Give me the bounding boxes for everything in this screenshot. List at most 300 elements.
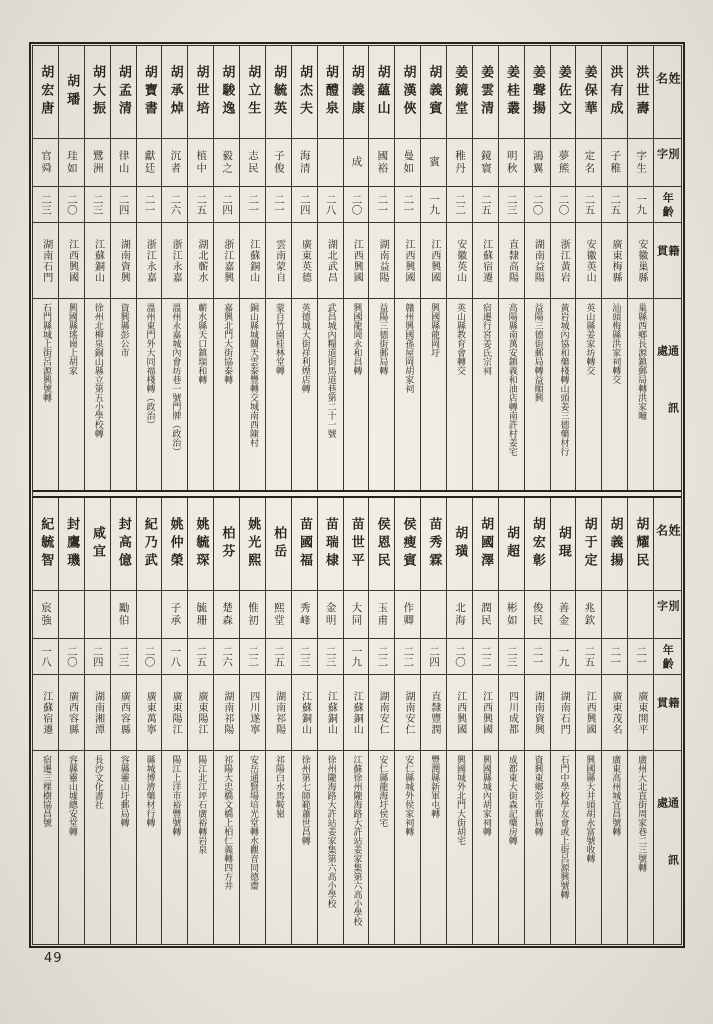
entry-name: 胡寶書 — [141, 65, 157, 119]
entry-courtesy-name-cell — [33, 138, 58, 186]
entry-address: 石門中學校學友會或上街呂源興號轉 — [558, 755, 569, 899]
entry-native-place-cell — [395, 674, 420, 750]
entry-name-cell — [628, 498, 653, 590]
entry-name-cell — [214, 46, 239, 138]
page-border-frame — [29, 42, 685, 948]
entry-age-cell — [292, 186, 317, 222]
entry-native-place: 湖南資興 — [118, 238, 130, 283]
entry-native-place: 安徽英山 — [584, 238, 596, 283]
entry-courtesy-name: 國裕 — [376, 150, 389, 175]
entry-age: 一八 — [169, 646, 182, 667]
entry-courtesy-name: 子稚 — [609, 150, 622, 175]
entry-courtesy-name-cell — [188, 138, 213, 186]
entry-native-place-cell — [576, 222, 601, 298]
entry-column — [627, 498, 653, 944]
entry-courtesy-name-cell — [447, 590, 472, 638]
entry-name: 姜桂叢 — [504, 65, 519, 119]
entry-column — [58, 498, 84, 944]
entry-column — [420, 498, 446, 944]
entry-age-cell — [499, 186, 524, 222]
header-name-cell — [654, 498, 681, 590]
entry-native-place: 湖南益陽 — [532, 238, 544, 283]
entry-age: 二四 — [428, 646, 441, 667]
entry-name-cell — [266, 498, 291, 590]
entry-name-cell — [551, 498, 576, 590]
entry-age-cell — [473, 186, 498, 222]
entry-courtesy-name: 玉甫 — [376, 602, 389, 627]
entry-age-cell — [214, 186, 239, 222]
entry-age: 二五 — [195, 194, 208, 215]
entry-courtesy-name: 兆欽 — [583, 602, 596, 627]
entry-column — [472, 46, 498, 490]
entry-courtesy-name-cell — [576, 590, 601, 638]
entry-age-cell — [162, 638, 187, 674]
entry-age: 二一 — [143, 194, 156, 215]
entry-age: 二五 — [479, 194, 492, 215]
entry-name: 苗國福 — [297, 517, 312, 571]
entry-address: 宿遷行宮姜氏宗祠 — [480, 303, 491, 375]
entry-courtesy-name-cell — [344, 138, 369, 186]
entry-name-cell — [447, 498, 472, 590]
entry-address: 嘉興北門大街協泰轉 — [222, 303, 233, 384]
entry-column — [33, 46, 58, 490]
entry-courtesy-name-cell — [551, 590, 576, 638]
entry-address: 廣東高州城宜昌號轉 — [610, 755, 621, 836]
entry-column — [213, 46, 239, 490]
entry-courtesy-name-cell — [525, 138, 550, 186]
entry-courtesy-name-cell — [421, 138, 446, 186]
entry-column — [136, 498, 162, 944]
entry-native-place-cell — [137, 674, 162, 750]
entry-age: 二〇 — [143, 646, 156, 667]
entry-name: 姜雲清 — [478, 65, 494, 119]
entry-name: 侯瘦賓 — [400, 517, 416, 571]
entry-name-cell — [318, 498, 343, 590]
entry-address: 祁陽白水馬鞍嶺 — [273, 755, 284, 818]
entry-courtesy-name-cell — [162, 590, 187, 638]
entry-column — [601, 46, 627, 490]
entry-age-cell — [421, 638, 446, 674]
entry-native-place-cell — [162, 674, 187, 750]
entry-age-cell — [292, 638, 317, 674]
entry-name: 胡于定 — [581, 517, 597, 571]
entry-name: 胡義揚 — [607, 517, 623, 571]
entry-courtesy-name: 植中 — [195, 150, 208, 175]
entry-address-cell — [499, 298, 524, 490]
entry-age: 一八 — [39, 646, 52, 667]
entry-native-place-cell — [369, 222, 394, 298]
entry-courtesy-name: 毅之 — [221, 150, 234, 175]
entry-name-cell — [551, 46, 576, 138]
entry-native-place: 江蘇銅山 — [247, 238, 259, 283]
entry-native-place-cell — [59, 222, 84, 298]
entry-address: 蒙自竹園桂林堂轉 — [273, 303, 284, 375]
entry-age-cell — [628, 638, 653, 674]
header-native-cell — [654, 674, 681, 750]
directory-table-bottom — [33, 496, 681, 944]
entry-courtesy-name-cell — [137, 590, 162, 638]
entry-address: 興國城外北門大街胡宅 — [454, 755, 465, 845]
entry-native-place: 直隸高陽 — [506, 238, 518, 283]
entry-native-place: 江西興國 — [402, 238, 414, 283]
entry-column — [84, 46, 110, 490]
header-name-label: 姓名 — [654, 524, 681, 562]
entry-native-place: 湖南湘潭 — [92, 690, 104, 735]
entry-name: 柏芬 — [219, 526, 235, 562]
entry-native-place: 廣東梅縣 — [609, 238, 621, 283]
entry-age: 二〇 — [531, 194, 544, 215]
entry-name: 胡義康 — [348, 65, 364, 119]
entry-name-cell — [111, 498, 136, 590]
header-address-label: 通訊處 — [655, 345, 680, 459]
entry-column — [498, 46, 524, 490]
entry-column — [187, 498, 213, 944]
entry-native-place-cell — [525, 674, 550, 750]
entry-column — [420, 46, 446, 490]
page-number: 49 — [44, 951, 63, 966]
entry-address: 蘄水縣天口鎮瑞和轉 — [196, 303, 207, 384]
entry-age: 二二 — [402, 646, 415, 667]
entry-courtesy-name: 律山 — [117, 150, 130, 175]
entry-native-place: 江蘇銅山 — [92, 238, 104, 283]
entry-age: 一九 — [635, 194, 648, 215]
entry-column — [84, 498, 110, 944]
entry-age: 二四 — [91, 646, 104, 667]
entry-age: 一九 — [428, 194, 441, 215]
entry-name: 胡蘊山 — [374, 65, 390, 119]
entry-courtesy-name-cell — [344, 590, 369, 638]
entry-age-cell — [344, 638, 369, 674]
entry-age-cell — [369, 186, 394, 222]
entry-address-cell — [576, 750, 601, 944]
entry-native-place-cell — [602, 674, 627, 750]
entry-name: 紀乃武 — [141, 517, 157, 571]
entry-age: 二三 — [91, 194, 104, 215]
entry-age-cell — [188, 638, 213, 674]
entry-native-place: 浙江黃岩 — [558, 238, 570, 283]
entry-age-cell — [395, 638, 420, 674]
entry-name-cell — [602, 498, 627, 590]
entry-age-cell — [214, 638, 239, 674]
entry-name-cell — [369, 46, 394, 138]
entry-address: 英德城大街祥利煙店轉 — [299, 303, 310, 393]
entry-courtesy-name: 子承 — [169, 602, 182, 627]
entry-address-cell — [525, 750, 550, 944]
entry-courtesy-name: 定名 — [583, 150, 596, 175]
entry-address-cell — [162, 298, 187, 490]
entry-age-cell — [421, 186, 446, 222]
entry-name-cell — [240, 46, 265, 138]
entry-age-cell — [447, 186, 472, 222]
entry-courtesy-name-cell — [525, 590, 550, 638]
entry-courtesy-name: 賓 — [428, 156, 441, 169]
entry-column — [343, 46, 369, 490]
entry-name-cell — [292, 46, 317, 138]
entry-column — [524, 46, 550, 490]
entry-name: 胡璜 — [452, 526, 468, 562]
entry-courtesy-name-cell — [499, 590, 524, 638]
entry-column — [575, 498, 601, 944]
entry-address: 祁陽大忠橋文橋上柏仁義轉四方井 — [222, 755, 233, 890]
header-courtesy-cell — [654, 590, 681, 638]
entry-name-cell — [59, 46, 84, 138]
entry-courtesy-name: 明秋 — [505, 150, 518, 175]
entry-native-place-cell — [266, 674, 291, 750]
entry-column — [33, 498, 58, 944]
entry-address-cell — [421, 298, 446, 490]
entry-column — [161, 498, 187, 944]
entry-name-cell — [318, 46, 343, 138]
entry-age-cell — [85, 186, 110, 222]
entry-name: 胡超 — [504, 526, 519, 562]
directory-table-top — [33, 46, 681, 492]
entry-address: 溫州永嘉城內會坊巷一號門牌（政治） — [170, 303, 181, 456]
entry-age: 二五 — [583, 646, 596, 667]
entry-address-cell — [628, 750, 653, 944]
entry-column — [550, 46, 576, 490]
entry-native-place-cell — [473, 674, 498, 750]
entry-name: 封鷹璣 — [64, 517, 80, 571]
entry-native-place-cell — [292, 222, 317, 298]
entry-native-place-cell — [551, 674, 576, 750]
entry-courtesy-name-cell — [628, 138, 653, 186]
entry-native-place-cell — [525, 222, 550, 298]
entry-native-place-cell — [576, 674, 601, 750]
entry-column — [317, 498, 343, 944]
entry-address: 資興東鄉彭市郵局轉 — [532, 755, 543, 836]
entry-courtesy-name: 稚丹 — [453, 150, 466, 175]
entry-native-place-cell — [421, 222, 446, 298]
entry-age: 二四 — [221, 194, 234, 215]
entry-name: 姜聲揚 — [529, 65, 545, 119]
entry-courtesy-name-cell — [602, 138, 627, 186]
entry-address: 豐潤縣新軍屯轉 — [429, 755, 440, 818]
header-native-cell — [654, 222, 681, 298]
entry-courtesy-name-cell — [188, 590, 213, 638]
entry-native-place-cell — [628, 222, 653, 298]
entry-courtesy-name-cell — [85, 590, 110, 638]
entry-name-cell — [214, 498, 239, 590]
entry-address-cell — [33, 298, 58, 490]
entry-address-cell — [318, 298, 343, 490]
entry-age-cell — [59, 638, 84, 674]
entry-name-cell — [576, 498, 601, 590]
entry-address-cell — [447, 298, 472, 490]
entry-address-cell — [473, 750, 498, 944]
entry-address-cell — [344, 750, 369, 944]
entry-courtesy-name: 楚森 — [221, 602, 234, 627]
entry-courtesy-name-cell — [137, 138, 162, 186]
entry-age-cell — [318, 186, 343, 222]
entry-name-cell — [85, 46, 110, 138]
header-name-cell — [654, 46, 681, 138]
entry-courtesy-name-cell — [369, 590, 394, 638]
entry-address: 長沙文化書社 — [92, 755, 103, 809]
entry-address-cell — [240, 298, 265, 490]
entry-name-cell — [188, 46, 213, 138]
entry-column — [394, 498, 420, 944]
entry-name: 胡國澤 — [478, 517, 494, 571]
entry-courtesy-name: 曼如 — [402, 150, 415, 175]
entry-address: 陽江北江坪石廣裕轉岩泉 — [196, 755, 207, 854]
entry-native-place-cell — [369, 674, 394, 750]
entry-courtesy-name-cell — [111, 590, 136, 638]
entry-courtesy-name: 志民 — [246, 150, 259, 175]
entry-address: 成都東大街森記藥房轉 — [506, 755, 517, 845]
entry-age: 一九 — [350, 646, 363, 667]
entry-courtesy-name-cell — [473, 590, 498, 638]
entry-courtesy-name: 潤民 — [479, 602, 492, 627]
entry-column — [550, 498, 576, 944]
entry-courtesy-name-cell — [447, 138, 472, 186]
entry-age: 二〇 — [350, 194, 363, 215]
entry-age: 二〇 — [65, 194, 78, 215]
entry-native-place: 湖南安仁 — [402, 690, 414, 735]
entry-age-cell — [551, 186, 576, 222]
entry-age-cell — [240, 186, 265, 222]
entry-name: 胡宏唐 — [38, 65, 54, 119]
entry-native-place-cell — [344, 674, 369, 750]
entry-native-place: 直隸豐潤 — [428, 690, 440, 735]
entry-native-place: 湖南祁陽 — [221, 690, 233, 735]
entry-age: 二三 — [505, 194, 518, 215]
entry-address: 英山縣姜家坊轉交 — [584, 303, 595, 375]
entry-name: 胡立生 — [245, 65, 261, 119]
entry-native-place: 雲南蒙自 — [273, 238, 285, 283]
entry-name: 苗瑞棣 — [322, 517, 338, 571]
entry-native-place-cell — [137, 222, 162, 298]
entry-address: 溫州東門外大同福棧轉（政治） — [144, 303, 155, 429]
entry-column — [627, 46, 653, 490]
entry-name: 胡杰夫 — [297, 65, 312, 119]
entry-courtesy-name-cell — [551, 138, 576, 186]
entry-age-cell — [576, 638, 601, 674]
entry-name-cell — [85, 498, 110, 590]
entry-native-place: 江蘇宿遷 — [40, 690, 52, 735]
entry-native-place-cell — [214, 222, 239, 298]
entry-native-place-cell — [214, 674, 239, 750]
entry-courtesy-name: 宸強 — [39, 602, 52, 627]
entry-name: 胡孟清 — [115, 65, 131, 119]
entry-native-place: 湖南石門 — [40, 238, 52, 283]
entry-name-cell — [499, 46, 524, 138]
entry-courtesy-name: 作卿 — [402, 602, 415, 627]
header-address-cell — [654, 750, 681, 944]
entry-age-cell — [59, 186, 84, 222]
entry-name-cell — [628, 46, 653, 138]
entry-address-cell — [214, 298, 239, 490]
entry-address: 徐州第七師範蕭世昌轉 — [299, 755, 310, 845]
entry-native-place-cell — [421, 674, 446, 750]
entry-address: 興國縣龍岡圩 — [429, 303, 440, 357]
entry-column — [239, 46, 265, 490]
entry-native-place: 浙江永嘉 — [170, 238, 182, 283]
entry-column — [524, 498, 550, 944]
entry-native-place-cell — [240, 222, 265, 298]
entry-address-cell — [421, 750, 446, 944]
entry-courtesy-name-cell — [266, 590, 291, 638]
entry-address: 縣城博濟藥材行轉 — [144, 755, 155, 827]
entry-age: 二一 — [609, 646, 622, 667]
entry-column — [110, 498, 136, 944]
entry-age: 二〇 — [65, 646, 78, 667]
entry-native-place-cell — [111, 222, 136, 298]
entry-address: 益陽三德街郵局轉益順興 — [532, 303, 543, 402]
entry-address: 安仁縣城外侯家祠轉 — [403, 755, 414, 836]
entry-courtesy-name-cell — [59, 590, 84, 638]
entry-age: 二一 — [272, 194, 285, 215]
entry-age-cell — [318, 638, 343, 674]
entry-native-place: 湖南資興 — [532, 690, 544, 735]
entry-age: 二三 — [117, 646, 130, 667]
entry-address-cell — [447, 750, 472, 944]
entry-age-cell — [266, 638, 291, 674]
entry-native-place: 江蘇宿遷 — [480, 238, 492, 283]
entry-native-place: 廣東茂名 — [609, 690, 621, 735]
entry-native-place-cell — [551, 222, 576, 298]
entry-native-place: 江西興國 — [584, 690, 596, 735]
entry-address-cell — [369, 750, 394, 944]
entry-name: 封高億 — [115, 517, 131, 571]
entry-native-place-cell — [318, 222, 343, 298]
entry-name-cell — [421, 498, 446, 590]
header-column — [653, 498, 681, 944]
entry-age-cell — [525, 186, 550, 222]
entry-native-place: 湖南安仁 — [377, 690, 389, 735]
entry-native-place-cell — [395, 222, 420, 298]
entry-courtesy-name: 俊民 — [531, 602, 544, 627]
entry-name: 胡義賓 — [426, 65, 442, 119]
entry-courtesy-name: 鷺洲 — [91, 150, 104, 175]
entry-address-cell — [292, 298, 317, 490]
entry-column — [368, 498, 394, 944]
entry-courtesy-name-cell — [602, 590, 627, 638]
entry-address-cell — [85, 298, 110, 490]
entry-age: 二三 — [505, 646, 518, 667]
entry-age-cell — [473, 638, 498, 674]
entry-name-cell — [395, 46, 420, 138]
entry-age-cell — [602, 638, 627, 674]
entry-name-cell — [525, 46, 550, 138]
entry-address-cell — [162, 750, 187, 944]
header-age-cell — [654, 186, 681, 222]
entry-address: 安岳通賢場培光堂轉水觀音同德齋 — [247, 755, 258, 890]
entry-courtesy-name-cell — [33, 590, 58, 638]
entry-native-place-cell — [628, 674, 653, 750]
entry-address-cell — [395, 750, 420, 944]
entry-name-cell — [162, 498, 187, 590]
entry-name: 洪有成 — [607, 65, 623, 119]
entry-courtesy-name: 熙堂 — [272, 602, 285, 627]
entry-courtesy-name: 鴻翼 — [531, 150, 544, 175]
entry-address: 汕頭梅縣洪家祠轉交 — [610, 303, 621, 384]
entry-column — [265, 498, 291, 944]
entry-courtesy-name-cell — [240, 138, 265, 186]
entry-courtesy-name: 金明 — [324, 602, 337, 627]
entry-address-cell — [137, 750, 162, 944]
entry-address-cell — [59, 750, 84, 944]
entry-courtesy-name-cell — [292, 138, 317, 186]
entry-name-cell — [395, 498, 420, 590]
entry-name: 胡承焯 — [167, 65, 183, 119]
entry-address-cell — [111, 298, 136, 490]
entry-native-place: 廣東英德 — [299, 238, 311, 283]
entry-address: 興國縣瑤崗上胡家 — [66, 303, 77, 375]
entry-address: 徐州隴海路大許站姜家集第六高小學校 — [325, 755, 336, 908]
header-courtesy-label: 別字 — [655, 148, 681, 168]
header-age-cell — [654, 638, 681, 674]
entry-age: 二六 — [221, 646, 234, 667]
